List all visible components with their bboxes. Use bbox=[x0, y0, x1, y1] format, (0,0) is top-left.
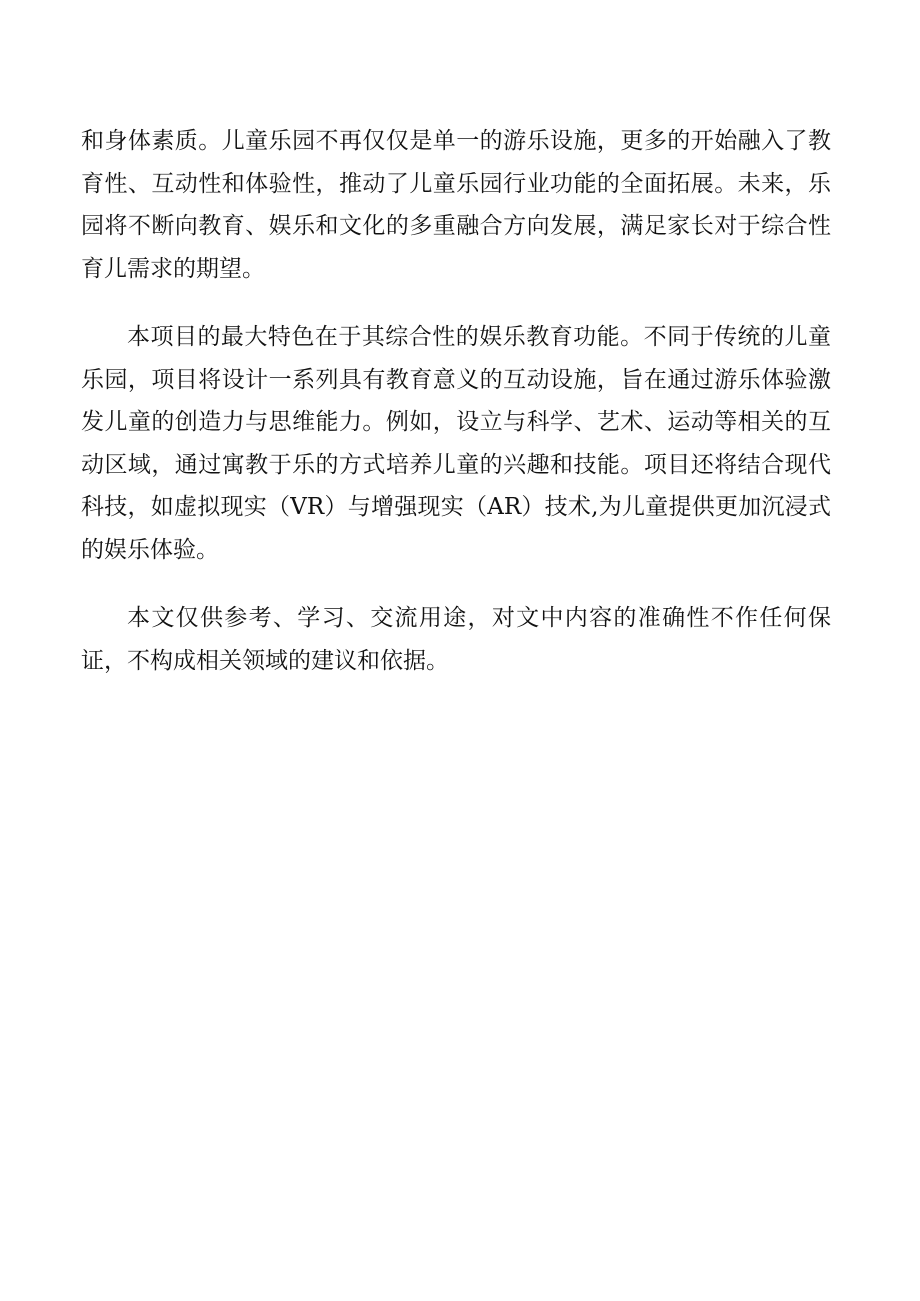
paragraph-project-features: 本项目的最大特色在于其综合性的娱乐教育功能。不同于传统的儿童乐园，项目将设计一系列具有教育意义的互动设施，旨在通过游乐体验激发儿童的创造力与思维能力。例如，设立与科学、艺术、运动等相关的互动区域，通过寓教于乐的方式培养儿童的兴趣和技能。项目还将结合现代科技，如虚拟现实（VR）与增强现实（AR）技术,为儿童提供更加沉浸式的娱乐体验。 bbox=[81, 324, 831, 563]
paragraph-continuation: 和身体素质。儿童乐园不再仅仅是单一的游乐设施，更多的开始融入了教育性、互动性和体验性，推动了儿童乐园行业功能的全面拓展。未来，乐园将不断向教育、娱乐和文化的多重融合方向发展，满足家长对于综合性育儿需求的期望。 bbox=[81, 128, 831, 282]
paragraph-disclaimer: 本文仅供参考、学习、交流用途，对文中内容的准确性不作任何保证，不构成相关领域的建议和依据。 bbox=[81, 605, 831, 674]
document-body bbox=[81, 120, 831, 708]
